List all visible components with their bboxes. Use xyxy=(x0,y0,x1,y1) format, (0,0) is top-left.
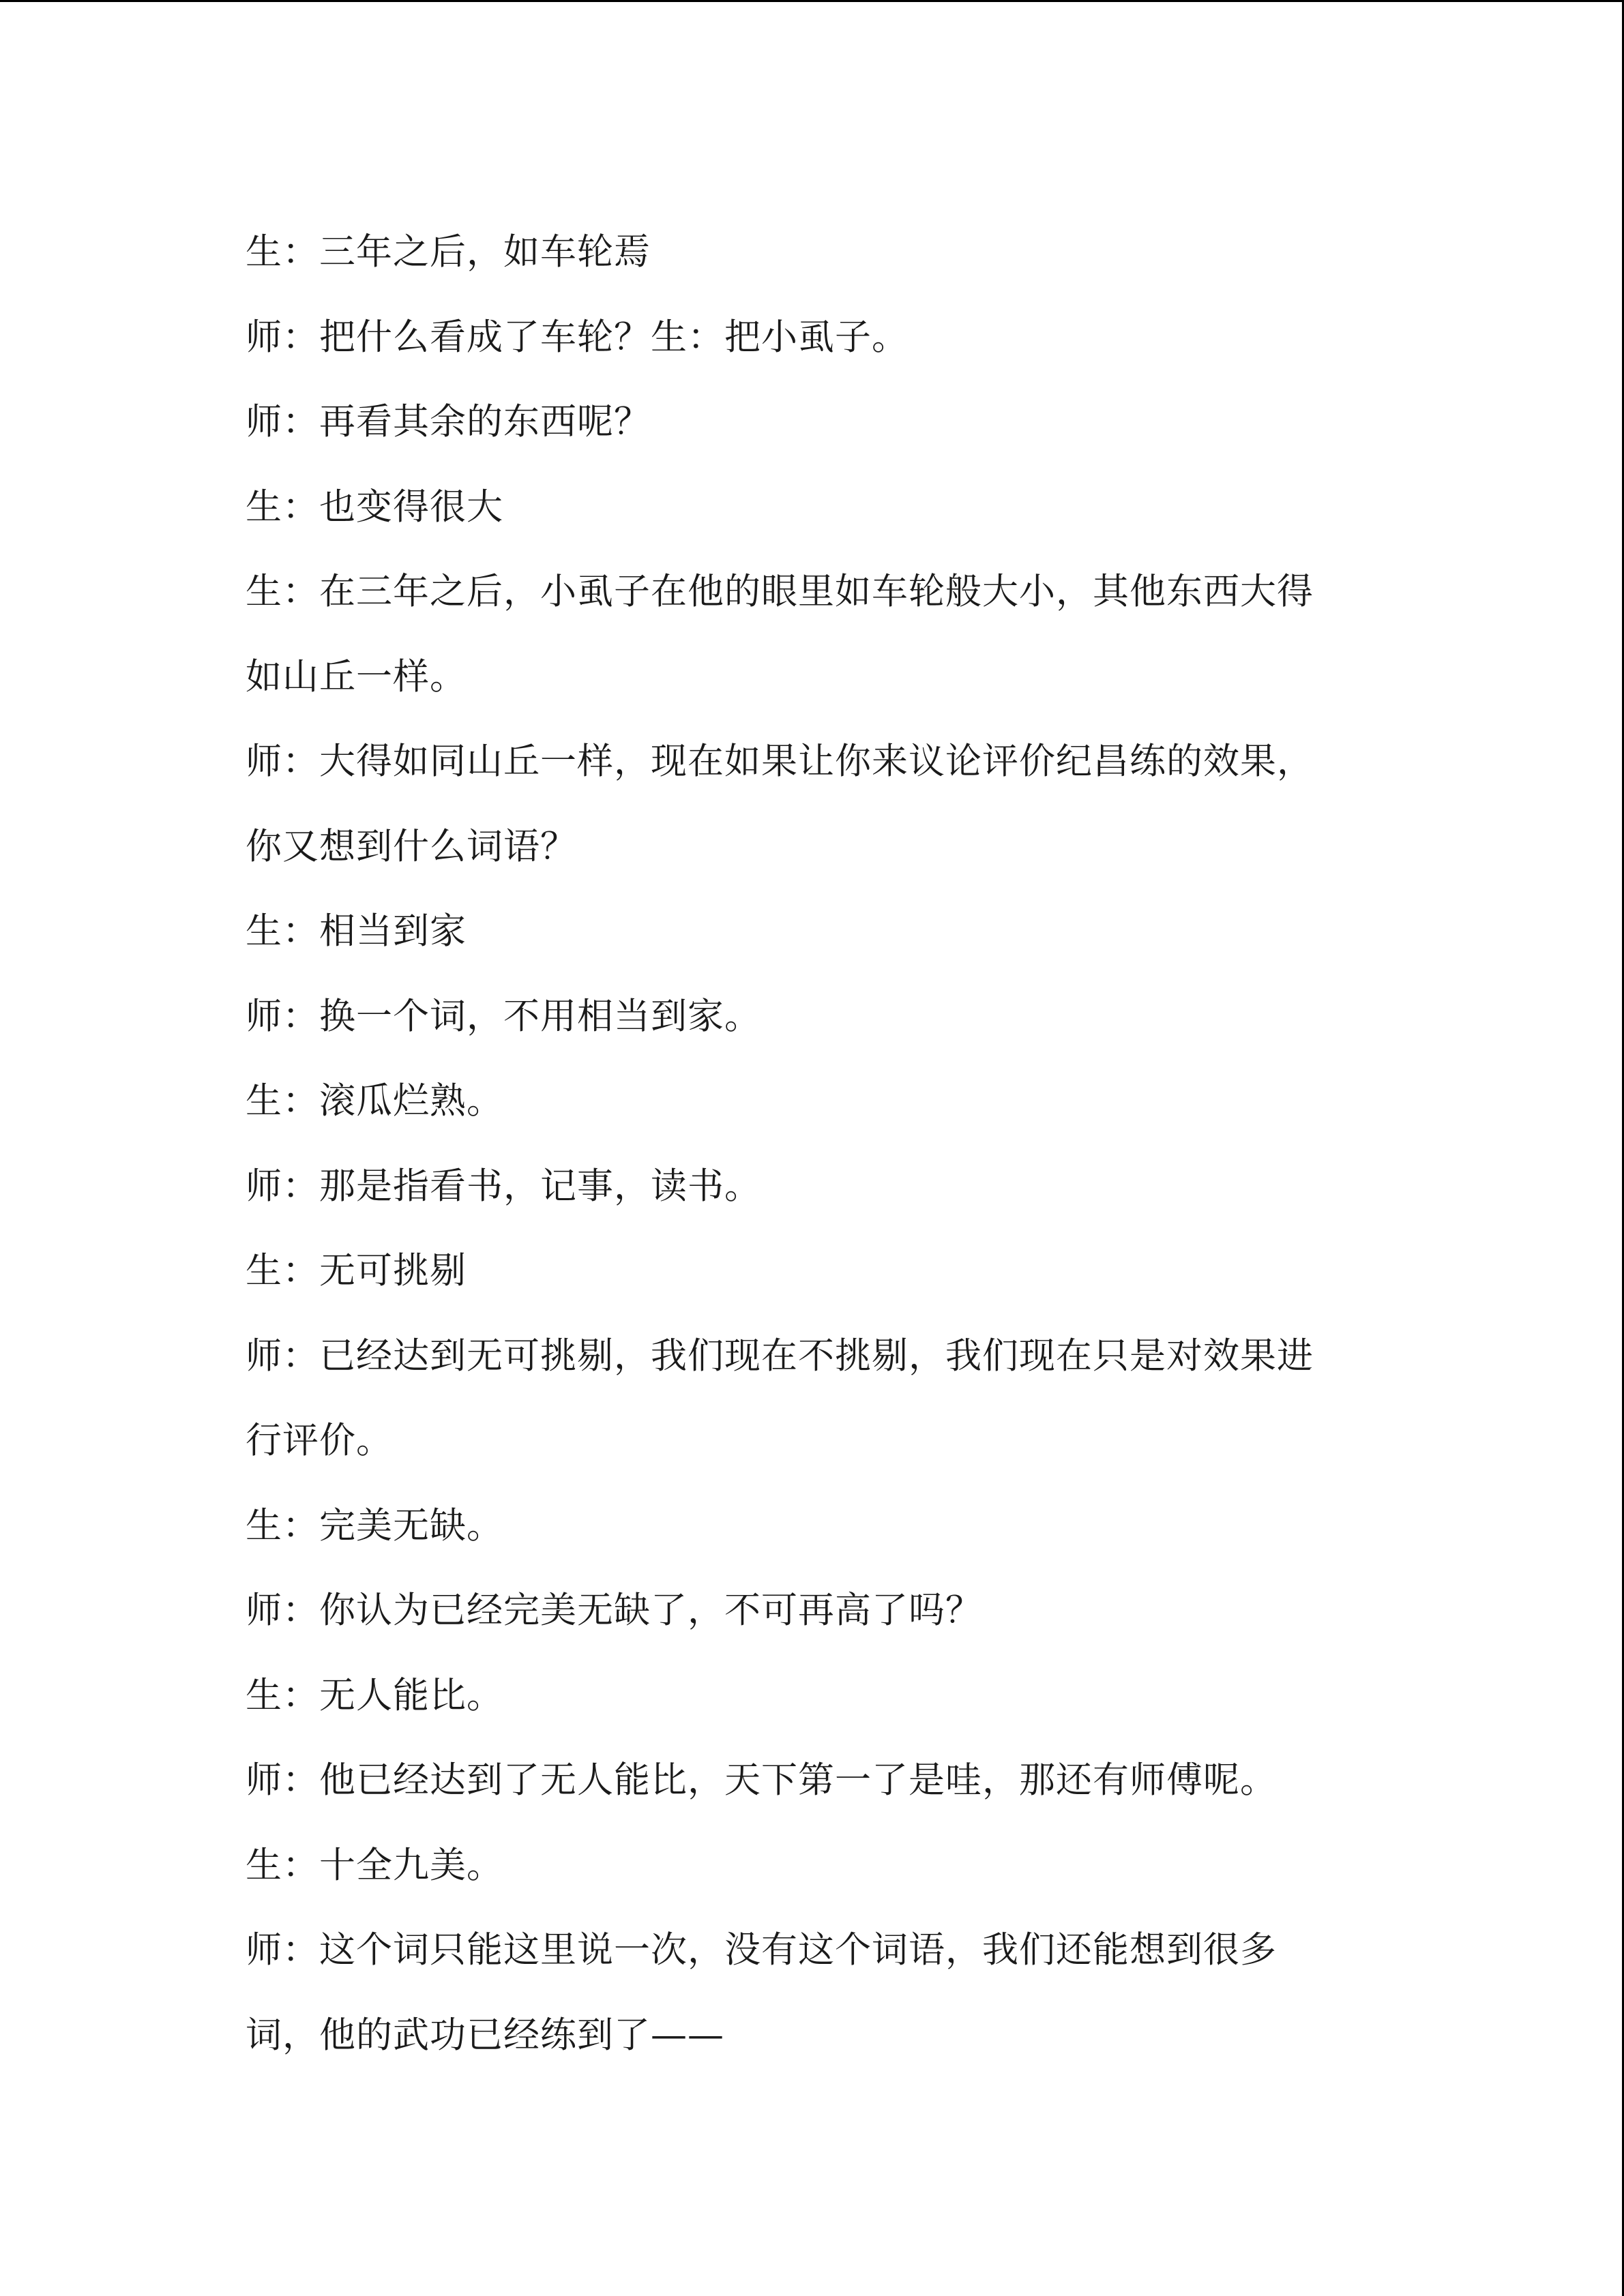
text-line: 师：把什么看成了车轮？生：把小虱子。 xyxy=(246,316,909,358)
text-line: 生：滚瓜烂熟。 xyxy=(246,1080,503,1122)
text-line: 生：相当到家 xyxy=(246,910,467,952)
dialogue-text xyxy=(246,210,1371,2078)
text-line: 你又想到什么词语？ xyxy=(246,825,577,867)
text-line: 生：无人能比。 xyxy=(246,1674,503,1716)
text-line: 师：他已经达到了无人能比，天下第一了是哇，那还有师傅呢。 xyxy=(246,1759,1277,1801)
text-line: 生：也变得很大 xyxy=(246,486,503,528)
text-line: 生：十全九美。 xyxy=(246,1844,503,1886)
text-line: 师：已经达到无可挑剔，我们现在不挑剔，我们现在只是对效果进 xyxy=(246,1335,1314,1377)
text-line: 行评价。 xyxy=(246,1420,393,1461)
text-line: 生：无可挑剔 xyxy=(246,1250,467,1292)
text-line: 师：换一个词，不用相当到家。 xyxy=(246,995,761,1037)
text-line: 师：你认为已经完美无缺了，不可再高了吗？ xyxy=(246,1590,982,1631)
text-line: 师：这个词只能这里说一次，没有这个词语，我们还能想到很多 xyxy=(246,1929,1277,1971)
text-line: 生：三年之后，如车轮焉 xyxy=(246,231,651,273)
text-line: 师：大得如同山丘一样，现在如果让你来议论评价纪昌练的效果， xyxy=(246,741,1314,782)
text-line: 师：那是指看书，记事，读书。 xyxy=(246,1165,761,1207)
text-line: 生：完美无缺。 xyxy=(246,1504,503,1547)
text-line: 生：在三年之后，小虱子在他的眼里如车轮般大小，其他东西大得 xyxy=(246,571,1314,612)
text-line: 如山丘一样。 xyxy=(246,655,467,698)
text-line: 词，他的武功已经练到了—— xyxy=(246,2014,724,2056)
text-line: 师：再看其余的东西呢？ xyxy=(246,401,651,443)
